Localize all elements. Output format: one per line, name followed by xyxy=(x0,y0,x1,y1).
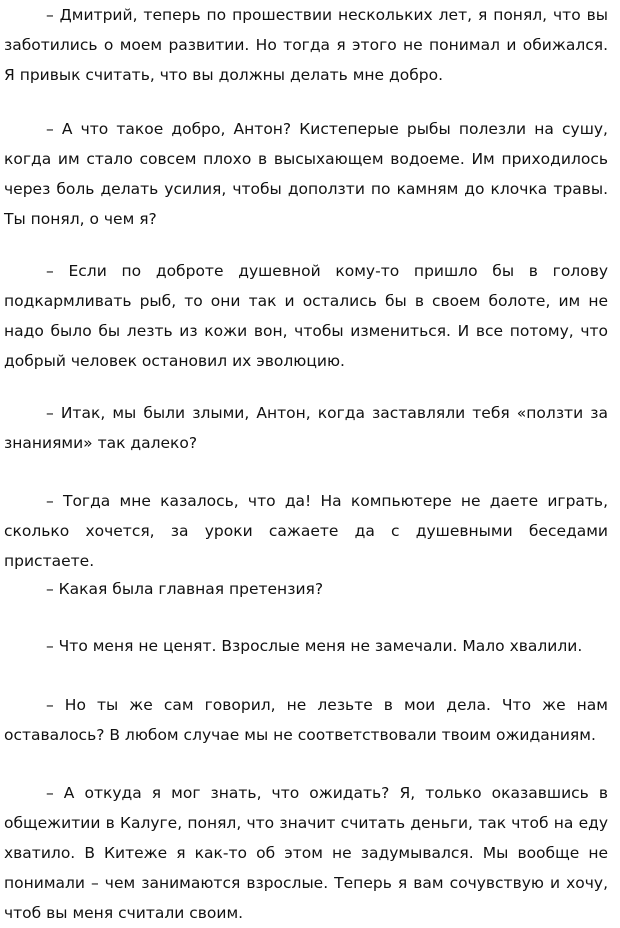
paragraph-4: – Итак, мы были злыми, Антон, когда заставляли тебя «ползти за знаниями» так далеко? xyxy=(4,404,608,452)
paragraph-3: – Если по доброте душевной кому-то пришло бы в голову подкармливать рыб, то они так и остались бы в своем болоте, им не надо было бы лезть из кожи вон, чтобы измениться. И все потому, что добрый человек остановил их эволюцию. xyxy=(4,262,608,370)
paragraph-8: – Но ты же сам говорил, не лезьте в мои дела. Что же нам оставалось? В любом случае мы не соответствовали твоим ожиданиям. xyxy=(4,696,608,744)
paragraph-6: – Какая была главная претензия? xyxy=(46,580,324,598)
paragraph-2: – А что такое добро, Антон? Кистеперые рыбы полезли на сушу, когда им стало совсем плохо в высыхающем водоеме. Им приходилось через боль делать усилия, чтобы доползти по камням до клочка травы. Ты понял, о чем я? xyxy=(4,120,608,228)
paragraph-9: – А откуда я мог знать, что ожидать? Я, только оказавшись в общежитии в Калуге, понял, что значит считать деньги, так чтоб на еду хватило. В Китеже я как-то об этом не задумывался. Мы вообще не понимали – чем занимаются взрослые. Теперь я вам сочувствую и хочу, чтоб вы меня считали своим. xyxy=(4,784,608,922)
paragraph-1: – Дмитрий, теперь по прошествии нескольких лет, я понял, что вы заботились о моем развитии. Но тогда я этого не понимал и обижался. Я привык считать, что вы должны делать мне добро. xyxy=(4,6,608,84)
paragraph-5: – Тогда мне казалось, что да! На компьютере не даете играть, сколько хочется, за уроки сажаете да с душевными беседами пристаете. xyxy=(4,492,608,570)
paragraph-7: – Что меня не ценят. Взрослые меня не замечали. Мало хвалили. xyxy=(46,637,583,655)
